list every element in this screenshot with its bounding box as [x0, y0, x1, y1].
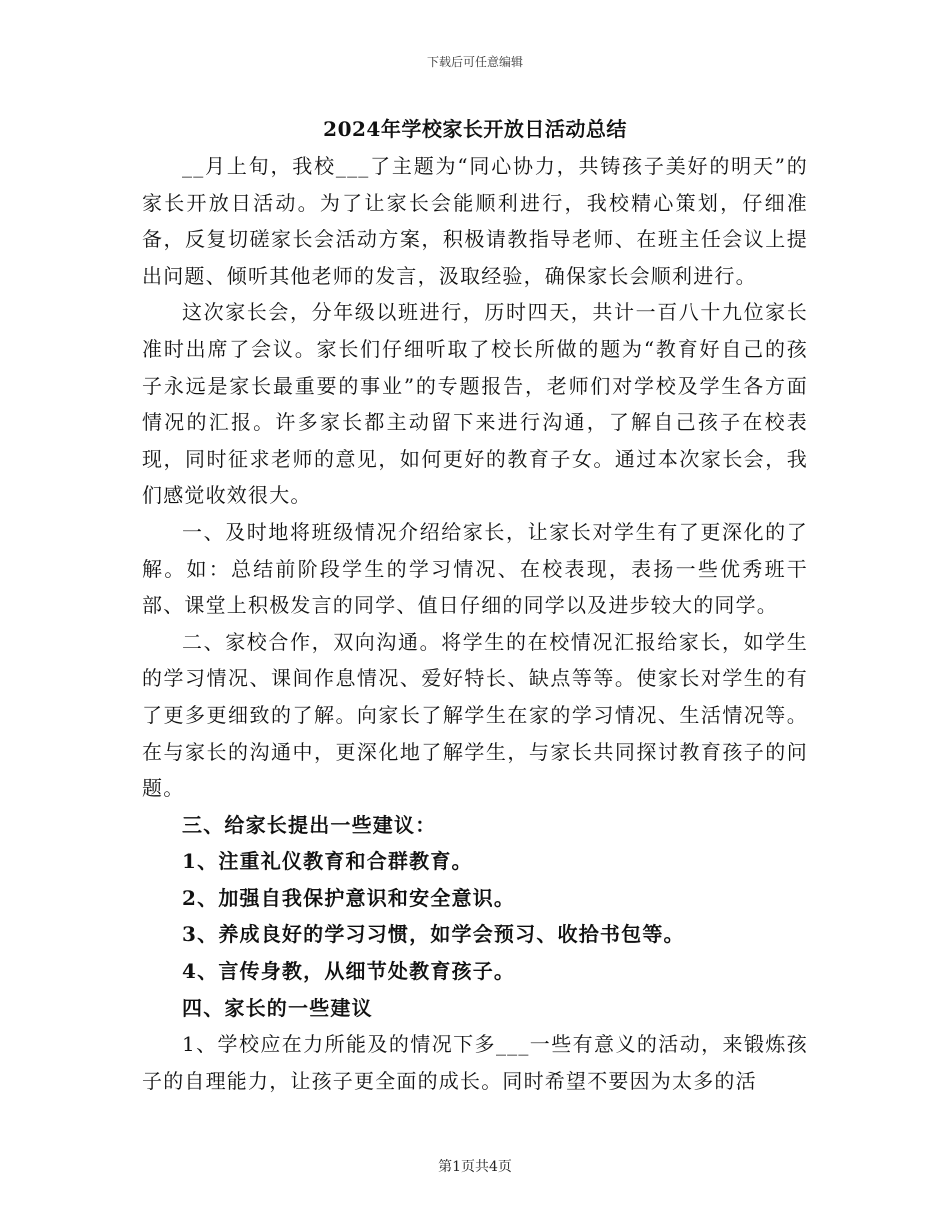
suggestion-item: 3、养成良好的学习习惯，如学会预习、收拾书包等。 [182, 922, 685, 947]
suggestions-heading: 三、给家长提出一些建议： [182, 812, 437, 837]
paragraph-point-two: 二、家校合作，双向沟通。将学生的在校情况汇报给家长，如学生的学习情况、课间作息情况、爱好特长、缺点等等。使家长对学生的有了更多更细致的了解。向家长了解学生在家的学习情况、生活情况等。在与家长的沟通中，更深化地了解学生，与家长共同探讨教育孩子的问题。 [142, 629, 808, 801]
document-title: 2024年学校家长开放日活动总结 [323, 117, 627, 141]
suggestion-item: 2、加强自我保护意识和安全意识。 [182, 885, 516, 910]
paragraph-parent-suggestion: 1、学校应在力所能及的情况下多___一些有意义的活动，来锻炼孩子的自理能力，让孩子更全面的成长。同时希望不要因为太多的活 [142, 1032, 808, 1093]
page-footer-number: 第1页共4页 [438, 1159, 512, 1175]
paragraph-point-one: 一、及时地将班级情况介绍给家长，让家长对学生有了更深化的了解。如：总结前阶段学生的学习情况、在校表现，表扬一些优秀班干部、课堂上积极发言的同学、值日仔细的同学以及进步较大的同学。 [142, 519, 808, 618]
paragraph-meeting: 这次家长会，分年级以班进行，历时四天，共计一百八十九位家长准时出席了会议。家长们仔细听取了校长所做的题为“教育好自己的孩子永远是家长最重要的事业”的专题报告，老师们对学校及学生各方面情况的汇报。许多家长都主动留下来进行沟通，了解自己孩子在校表现，同时征求老师的意见，如何更好的教育子女。通过本次家长会，我们感觉收效很大。 [142, 300, 808, 508]
page-header-note: 下载后可任意编辑 [426, 55, 523, 69]
paragraph-intro: __月上旬，我校___了主题为“同心协力，共铸孩子美好的明天”的家长开放日活动。为了让家长会能顺利进行，我校精心策划，仔细准备，反复切磋家长会活动方案，积极请教指导老师、在班主任会议上提出问题、倾听其他老师的发言，汲取经验，确保家长会顺利进行。 [142, 154, 808, 288]
parent-suggestions-heading: 四、家长的一些建议 [182, 995, 373, 1020]
suggestion-item: 4、言传身教，从细节处教育孩子。 [182, 959, 516, 984]
suggestion-item: 1、注重礼仪教育和合群教育。 [182, 849, 473, 874]
document-body [142, 148, 808, 1099]
